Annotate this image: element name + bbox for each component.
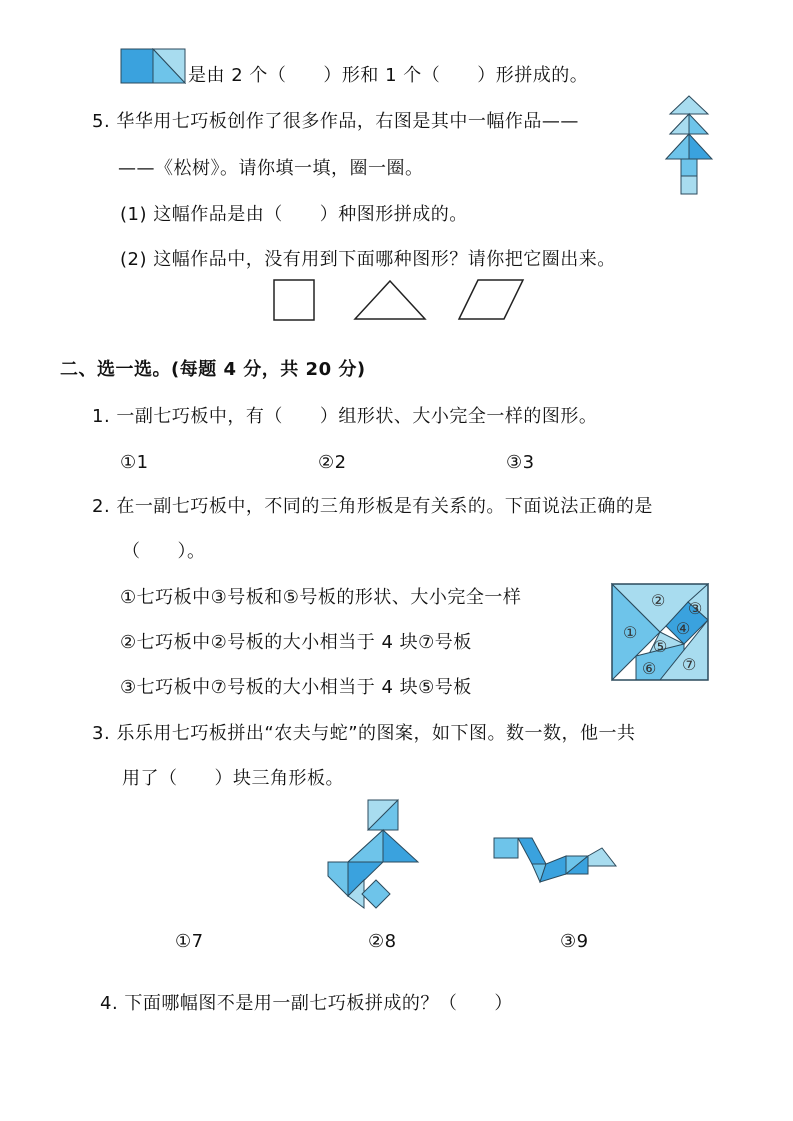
s2-q2-option-2[interactable]: ②七巧板中②号板的大小相当于 4 块⑦号板 — [120, 632, 472, 653]
tangram-piece-1-label: ① — [623, 623, 638, 642]
top-line-text: 是由 2 个（ ）形和 1 个（ ）形拼成的。 — [188, 65, 589, 86]
rectangle-figure — [120, 48, 186, 84]
tangram-piece-2-label: ② — [651, 591, 666, 610]
s2-q3-text: 3. 乐乐用七巧板拼出“农夫与蛇”的图案，如下图。数一数，他一共 — [92, 723, 636, 744]
snake-figure — [492, 834, 620, 886]
s2-q3-option-1[interactable]: ①7 — [175, 931, 204, 952]
tangram-piece-6-label: ⑥ — [642, 659, 657, 678]
square-icon[interactable] — [272, 278, 316, 322]
section2-title: 二、选一选。(每题 4 分，共 20 分) — [60, 359, 366, 380]
s2-q2-text: 2. 在一副七巧板中，不同的三角形板是有关系的。下面说法正确的是 — [92, 496, 653, 517]
s2-q1-option-3[interactable]: ③3 — [506, 452, 535, 473]
s2-q2-option-1[interactable]: ①七巧板中③号板和⑤号板的形状、大小完全一样 — [120, 587, 522, 608]
s2-q2-paren: （ ）。 — [122, 541, 206, 562]
parallelogram-icon[interactable] — [456, 278, 526, 322]
pine-tree-figure — [664, 94, 714, 198]
s2-q4-text: 4. 下面哪幅图不是用一副七巧板拼成的？（ ） — [100, 993, 513, 1014]
s2-q1-text: 1. 一副七巧板中，有（ ）组形状、大小完全一样的图形。 — [92, 406, 598, 427]
s2-q1-option-2[interactable]: ②2 — [318, 452, 347, 473]
q5-sub2: (2) 这幅作品中，没有用到下面哪种图形？请你把它圈出来。 — [120, 249, 616, 270]
tangram-piece-3-label: ③ — [688, 599, 703, 618]
s2-q3-option-3[interactable]: ③9 — [560, 931, 589, 952]
q5-line1: 5. 华华用七巧板创作了很多作品，右图是其中一幅作品—— — [92, 111, 579, 132]
q5-sub1: (1) 这幅作品是由（ ）种图形拼成的。 — [120, 204, 468, 225]
tangram-piece-4-label: ④ — [676, 619, 691, 638]
s2-q3-text2: 用了（ ）块三角形板。 — [122, 768, 344, 789]
s2-q1-option-1[interactable]: ①1 — [120, 452, 149, 473]
s2-q2-option-3[interactable]: ③七巧板中⑦号板的大小相当于 4 块⑤号板 — [120, 677, 472, 698]
triangle-icon[interactable] — [352, 278, 428, 322]
tangram-square-figure — [610, 582, 710, 682]
tangram-piece-5-label: ⑤ — [653, 637, 668, 656]
s2-q3-option-2[interactable]: ②8 — [368, 931, 397, 952]
farmer-figure — [326, 798, 422, 910]
q5-line2: ——《松树》。请你填一填，圈一圈。 — [118, 158, 424, 179]
tangram-piece-7-label: ⑦ — [682, 655, 697, 674]
